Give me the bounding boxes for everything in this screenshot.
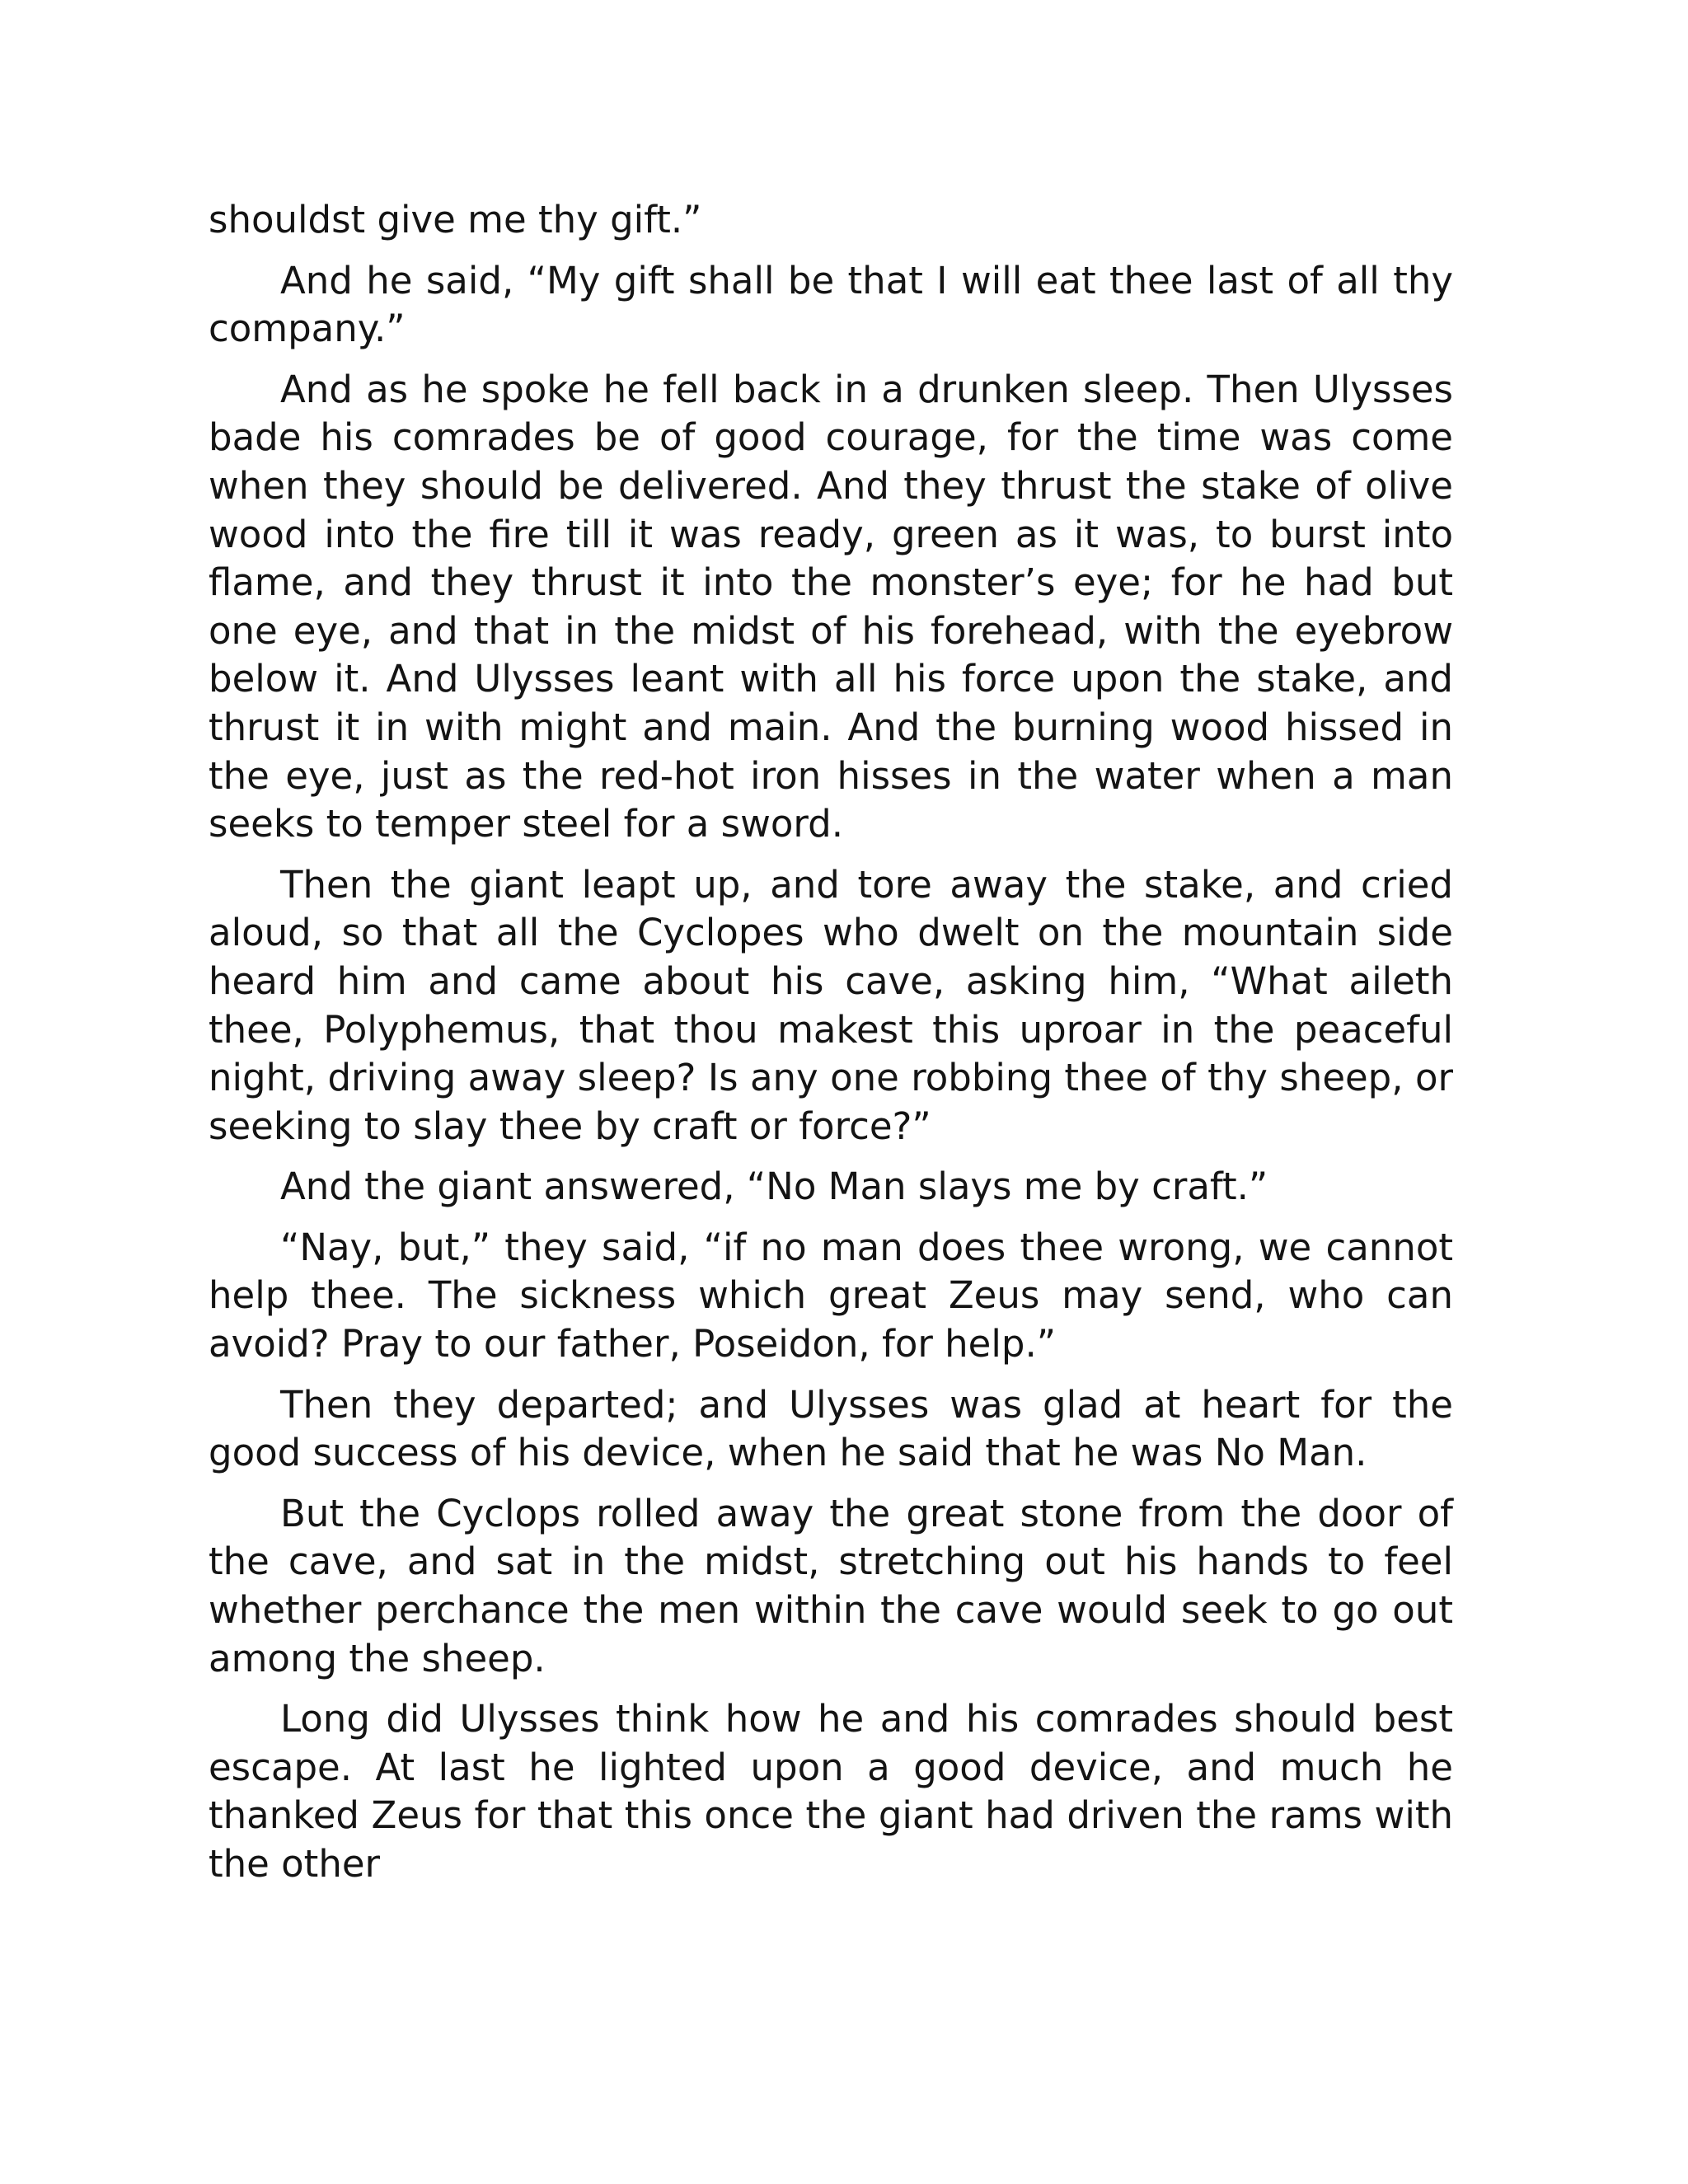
paragraph: And as he spoke he fell back in a drunken sleep. Then Ulysses bade his comrades be of good courage, for the time was come when they should be delivered. And they thrust the stake of olive wood into the fire till it was ready, green as it was, to burst into flame, and they thrust it into the monster’s eye; for he had but one eye, and that in the midst of his forehead, with the eyebrow below it. And Ulysses leant with all his force upon the stake, and thrust it in with might and main. And the burning wood hissed in the eye, just as the red-hot iron hisses in the water when a man seeks to temper steel for a sword.: [209, 367, 1453, 846]
paragraph: But the Cyclops rolled away the great stone from the door of the cave, and sat in the midst, stretching out his hands to feel whether perchance the men within the cave would seek to go out among the sheep.: [209, 1491, 1453, 1680]
page-body: [209, 196, 1453, 1901]
paragraph: And the giant answered, “No Man slays me by craft.”: [280, 1165, 1268, 1209]
paragraph: And he said, “My gift shall be that I will eat thee last of all thy company.”: [209, 258, 1453, 351]
paragraph-continued: shouldst give me thy gift.”: [209, 198, 702, 241]
paragraph: Then they departed; and Ulysses was glad at heart for the good success of his device, when he said that he was No Man.: [209, 1382, 1453, 1475]
paragraph: Then the giant leapt up, and tore away the stake, and cried aloud, so that all the Cyclopes who dwelt on the mountain side heard him and came about his cave, asking him, “What aileth thee, Polyphemus, that thou makest this uproar in the peaceful night, driving away sleep? Is any one robbing thee of thy sheep, or seeking to slay thee by craft or force?”: [209, 862, 1453, 1148]
paragraph: Long did Ulysses think how he and his comrades should best escape. At last he lighted upon a good device, and much he thanked Zeus for that this once the giant had driven the rams with the other: [209, 1697, 1453, 1886]
paragraph: “Nay, but,” they said, “if no man does thee wrong, we cannot help thee. The sickness which great Zeus may send, who can avoid? Pray to our father, Poseidon, for help.”: [209, 1225, 1453, 1366]
